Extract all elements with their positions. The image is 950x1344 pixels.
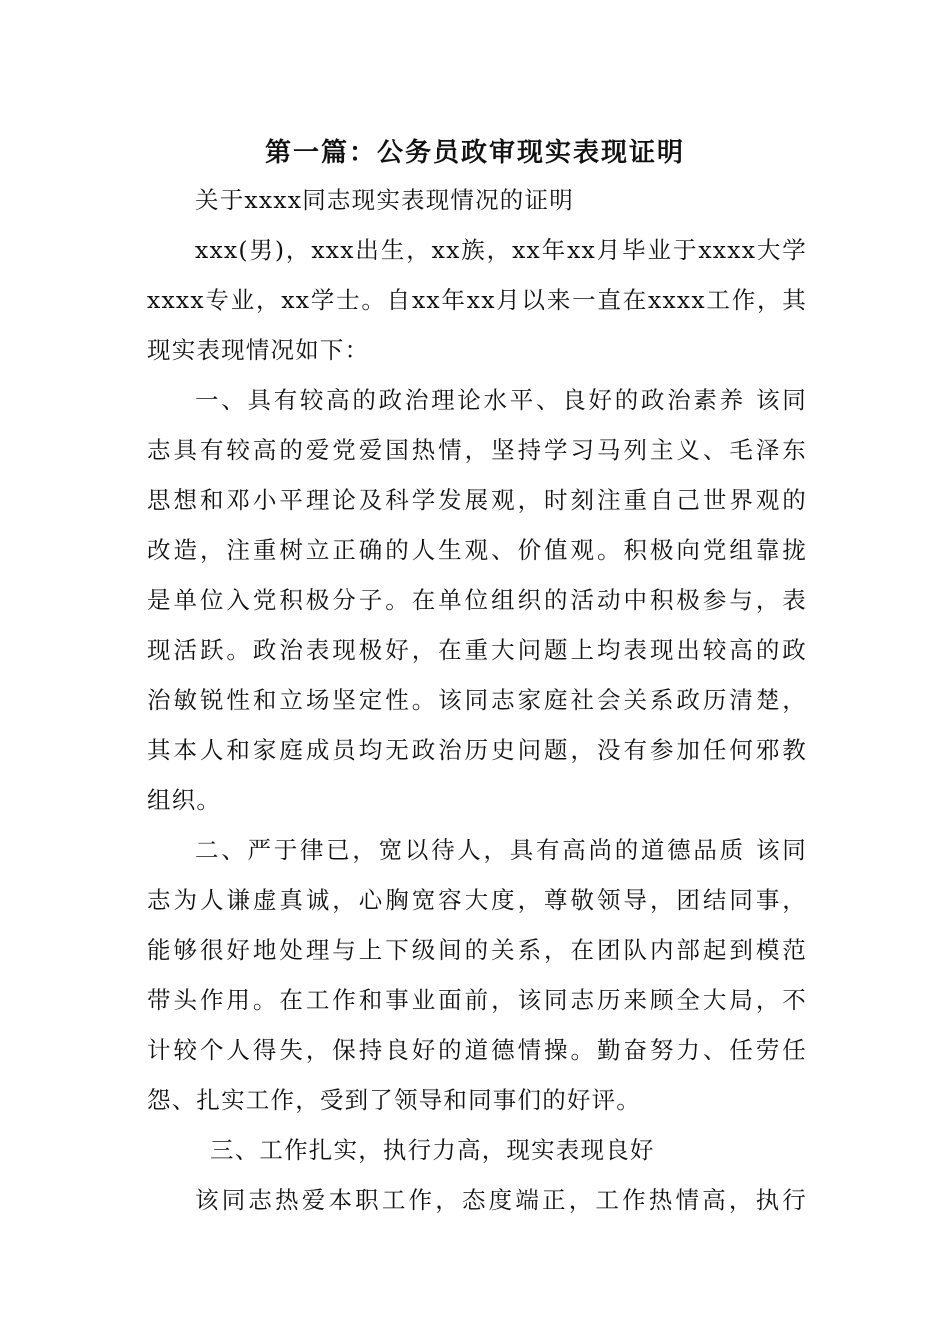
- body-line: 怨、扎实工作，受到了领导和同事们的好评。: [147, 1086, 641, 1114]
- body-line: 组织。: [147, 786, 222, 814]
- body-line: 思想和邓小平理论及科学发展观，时刻注重自己世界观的: [147, 486, 807, 514]
- body-line: 志为人谦虚真诚，心胸宽容大度，尊敬领导，团结同事，: [147, 886, 807, 914]
- section-heading-3: 三、工作扎实，执行力高，现实表现良好: [210, 1136, 655, 1164]
- section-heading-2: 二、严于律已，宽以待人，具有高尚的道德品质 该同: [195, 836, 807, 864]
- body-line: 改造，注重树立正确的人生观、价值观。积极向党组靠拢: [147, 536, 807, 564]
- body-line: 现活跃。政治表现极好，在重大问题上均表现出较高的政: [147, 636, 807, 664]
- body-line: 是单位入党积极分子。在单位组织的活动中积极参与，表: [147, 586, 807, 614]
- body-line: 带头作用。在工作和事业面前，该同志历来顾全大局，不: [147, 986, 807, 1014]
- body-line: 其本人和家庭成员均无政治历史问题，没有参加任何邪教: [147, 736, 807, 764]
- body-line: 计较个人得失，保持良好的道德情操。勤奋努力、任劳任: [147, 1036, 807, 1064]
- body-line: xxxx专业，xx学士。自xx年xx月以来一直在xxxx工作，其: [147, 286, 807, 314]
- document-title: 第一篇：公务员政审现实表现证明: [264, 138, 685, 168]
- body-line: 该同志热爱本职工作，态度端正，工作热情高，执行: [195, 1186, 807, 1214]
- subtitle-line: 关于xxxx同志现实表现情况的证明: [195, 186, 574, 214]
- body-line: xxx(男)，xxx出生，xx族，xx年xx月毕业于xxxx大学: [195, 236, 807, 264]
- body-line: 能够很好地处理与上下级间的关系，在团队内部起到模范: [147, 936, 807, 964]
- body-line: 治敏锐性和立场坚定性。该同志家庭社会关系政历清楚，: [147, 686, 807, 714]
- body-line: 现实表现情况如下：: [147, 336, 370, 364]
- section-heading-1: 一、具有较高的政治理论水平、良好的政治素养 该同: [195, 386, 807, 414]
- body-line: 志具有较高的爱党爱国热情，坚持学习马列主义、毛泽东: [147, 436, 807, 464]
